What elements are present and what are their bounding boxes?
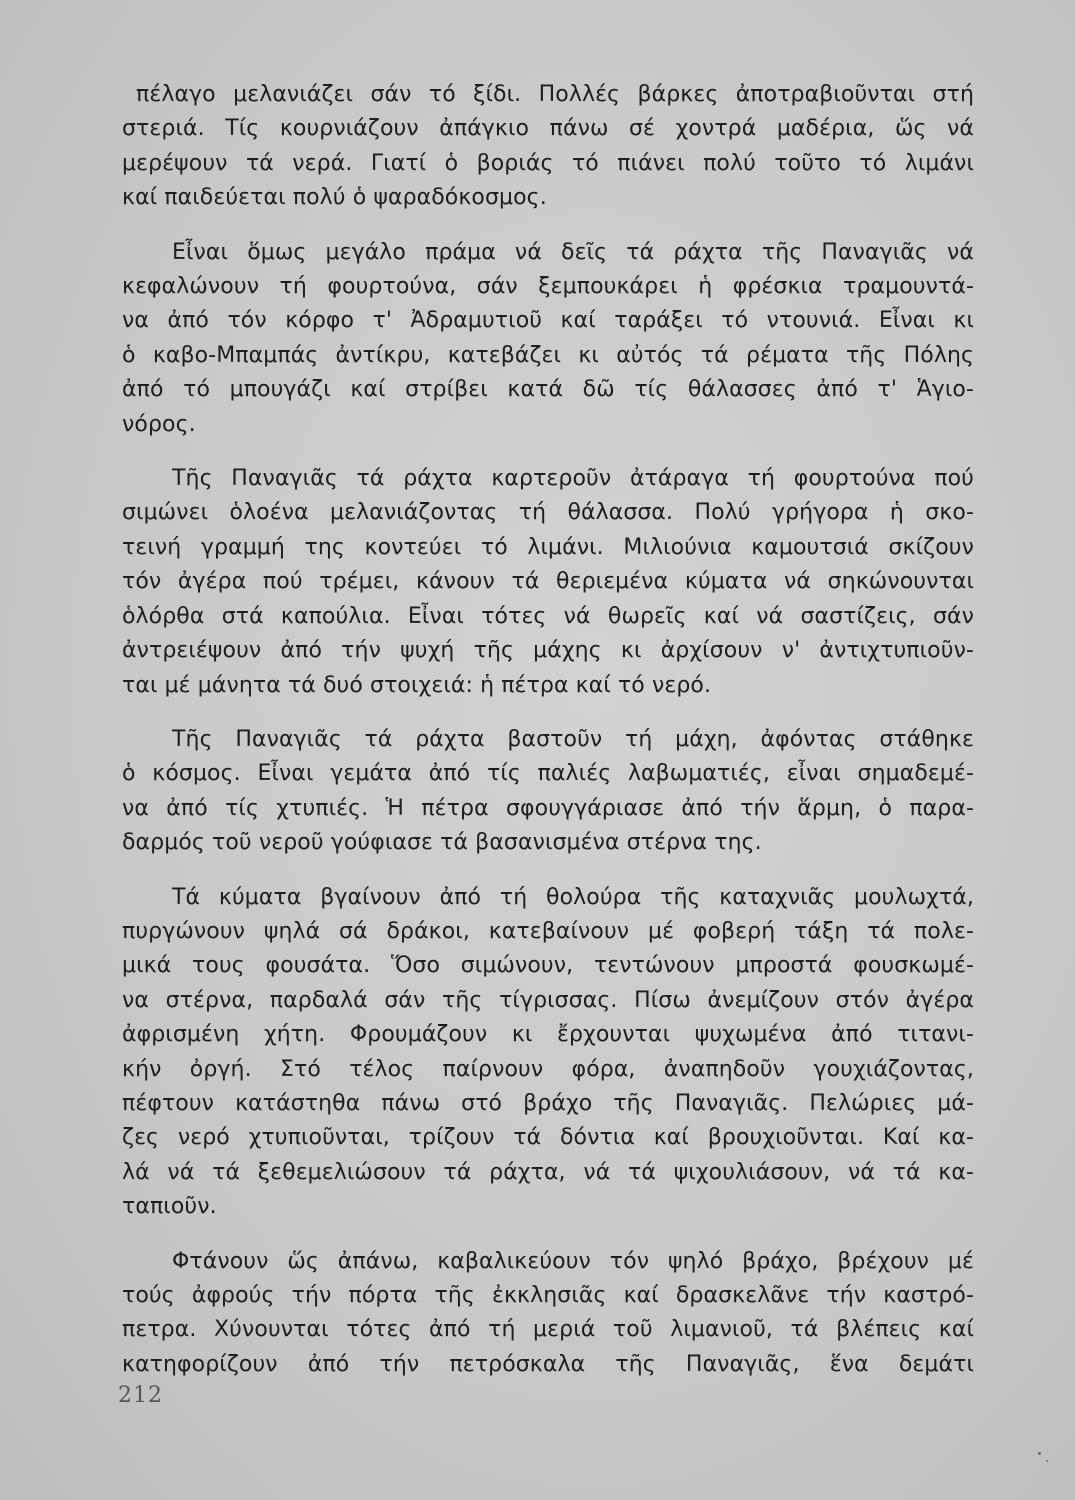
text-line: Τά κύματα βγαίνουν ἀπό τή θολούρα τῆς καταχνιᾶς μουλωχτά, [172, 884, 974, 910]
text-line: κατηφορίζουν ἀπό τήν πετρόσκαλα τῆς Παναγιᾶς, ἕνα δεμάτι [122, 1351, 974, 1377]
text-line: ταπιοῦν. [122, 1194, 217, 1220]
text-line: πετρα. Χύνουνται τότες ἀπό τή μεριά τοῦ λιμανιοῦ, τά βλέπεις καί [122, 1317, 974, 1343]
text-line: ἀντρειέψουν ἀπό τήν ψυχή τῆς μάχης κι ἀρχίσουν ν' ἀντιχτυπιοῦν- [122, 638, 974, 664]
text-line: ἀφρισμένη χήτη. Φρουμάζουν κι ἔρχουνται ψυχωμένα ἀπό τιτανι- [122, 1022, 974, 1048]
text-line: ὁλόρθα στά καπούλια. Εἶναι τότες νά θωρεῖς καί νά σαστίζεις, σάν [122, 603, 974, 629]
text-line: Τῆς Παναγιᾶς τά ράχτα βαστοῦν τή μάχη, ἀφόντας στάθηκε [172, 726, 974, 752]
paragraph-5 [122, 881, 974, 1225]
paragraph-6 [122, 1245, 974, 1383]
text-line: πέφτουν κατάστηθα πάνω στό βράχο τῆς Παναγιᾶς. Πελώριες μά- [122, 1090, 974, 1116]
body-text [122, 78, 974, 1402]
paragraph-3 [122, 462, 974, 703]
text-line: Εἶναι ὅμως μεγάλο πράμα νά δεῖς τά ράχτα τῆς Παναγιᾶς νά [172, 239, 974, 265]
text-line: να ἀπό τόν κόρφο τ' Ἀδραμυτιοῦ καί ταράξει τό ντουνιά. Εἶναι κι [122, 308, 974, 334]
text-line: μερέψουν τά νερά. Γιατί ὁ βοριάς τό πιάνει πολύ τοῦτο τό λιμάνι [122, 150, 974, 176]
text-line: ζες νερό χτυπιοῦνται, τρίζουν τά δόντια καί βρουχιοῦνται. Καί κα- [122, 1125, 974, 1151]
text-line: Τῆς Παναγιᾶς τά ράχτα καρτεροῦν ἀτάραγα τή φουρτούνα πού [172, 466, 974, 492]
text-line: ὁ κόσμος. Εἶναι γεμάτα ἀπό τίς παλιές λαβωματιές, εἶναι σημαδεμέ- [122, 761, 974, 787]
text-line: να στέρνα, παρδαλά σάν τῆς τίγρισσας. Πίσω ἀνεμίζουν στόν ἀγέρα [122, 987, 974, 1013]
page-number: 212 [118, 1383, 163, 1408]
text-line: πυργώνουν ψηλά σά δράκοι, κατεβαίνουν μέ φοβερή τάξη τά πολε- [122, 918, 974, 944]
text-line: ται μέ μάνητα τά δυό στοιχειά: ἡ πέτρα καί τό νερό. [122, 672, 712, 698]
paragraph-1 [122, 78, 974, 216]
paper-speck [1046, 1460, 1048, 1462]
text-line: νόρος. [122, 411, 196, 437]
text-line: κεφαλώνουν τή φουρτούνα, σάν ξεμπουκάρει ἡ φρέσκια τραμουντά- [122, 274, 974, 300]
paragraph-2 [122, 236, 974, 442]
text-line: σιμώνει ὁλοένα μελανιάζοντας τή θάλασσα. Πολύ γρήγορα ἡ σκο- [122, 500, 974, 526]
text-line: να ἀπό τίς χτυπιές. Ἡ πέτρα σφουγγάριασε ἀπό τήν ἅρμη, ὁ παρα- [122, 795, 974, 821]
text-line: δαρμός τοῦ νεροῦ γούφιασε τά βασανισμένα στέρνα της. [122, 830, 762, 856]
text-line: μικά τους φουσάτα. Ὅσο σιμώνουν, τεντώνουν μπροστά φουσκωμέ- [122, 953, 974, 979]
text-line: τόν ἀγέρα πού τρέμει, κάνουν τά θεριεμένα κύματα νά σηκώνουνται [122, 569, 974, 595]
text-line: ὁ καβο-Μπαμπάς ἀντίκρυ, κατεβάζει κι αὐτός τά ρέματα τῆς Πόλης [122, 342, 974, 368]
text-line: Φτάνουν ὥς ἀπάνω, καβαλικεύουν τόν ψηλό βράχο, βρέχουν μέ [172, 1248, 974, 1274]
text-line: τούς ἀφρούς τήν πόρτα τῆς ἐκκλησιᾶς καί δρασκελᾶνε τήν καστρό- [122, 1283, 974, 1308]
text-line: στεριά. Τίς κουρνιάζουν ἀπάγκιο πάνω σέ χοντρά μαδέρια, ὥς νά [122, 116, 974, 142]
text-line: κήν ὀργή. Στό τέλος παίρνουν φόρα, ἀναπηδοῦν γουχιάζοντας, [122, 1056, 974, 1082]
text-line: πέλαγο μελανιάζει σάν τό ξίδι. Πολλές βάρκες ἀποτραβιοῦνται στή [136, 82, 974, 107]
text-line: τεινή γραμμή της κοντεύει τό λιμάνι. Μιλιούνια καμουτσιά σκίζουν [122, 534, 974, 560]
text-line: λά νά τά ξεθεμελιώσουν τά ράχτα, νά τά ψιχουλιάσουν, νά τά κα- [122, 1159, 974, 1185]
paragraph-4 [122, 723, 974, 861]
text-line: ἀπό τό μπουγάζι καί στρίβει κατά δῶ τίς θάλασσες ἀπό τ' Ἁγιο- [122, 377, 974, 403]
text-line: καί παιδεύεται πολύ ὁ ψαραδόκοσμος. [122, 185, 547, 211]
paper-speck [1038, 1452, 1041, 1455]
